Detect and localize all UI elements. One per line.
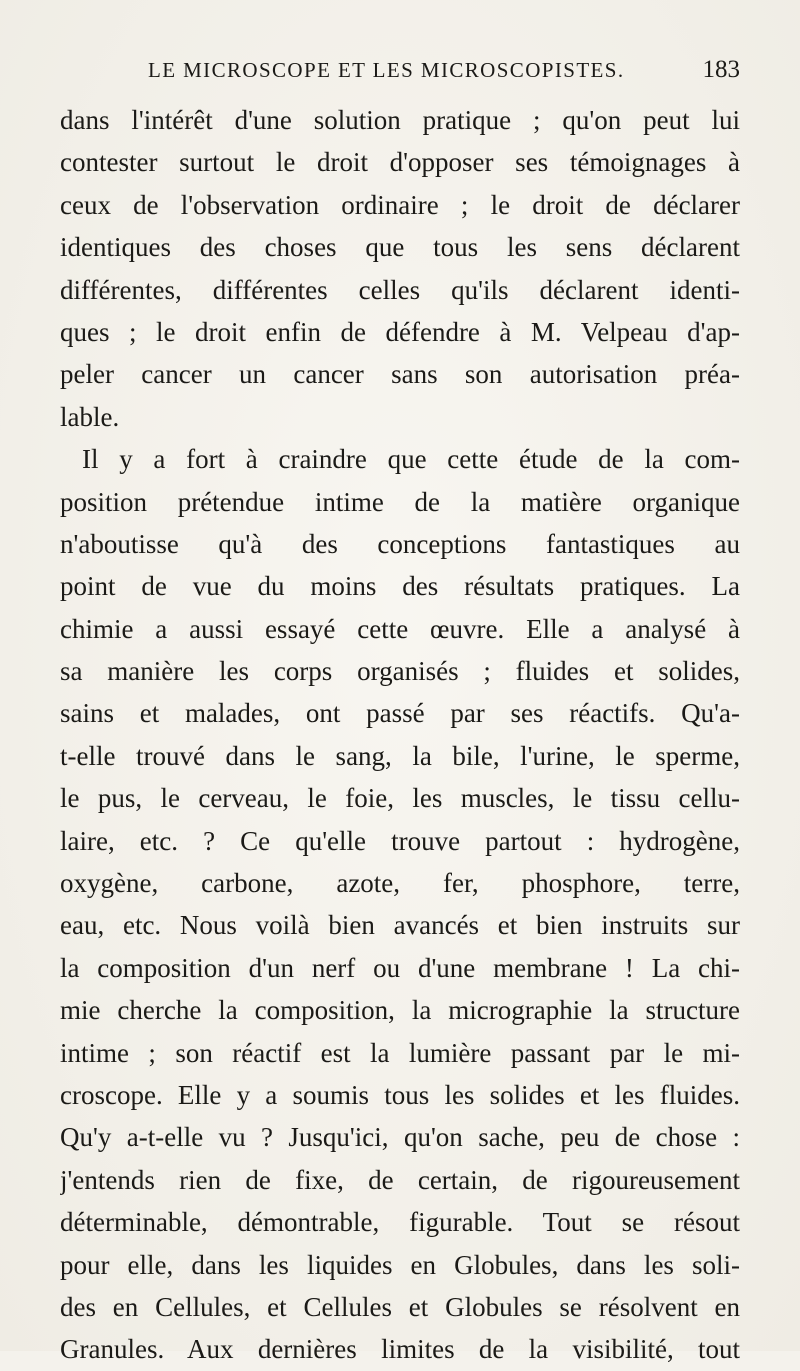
text-line: t-elle trouvé dans le sang, la bile, l'urine, le sperme, — [60, 740, 740, 771]
text-line: contester surtout le droit d'opposer ses témoignages à — [60, 147, 740, 178]
text-line: laire, etc. ? Ce qu'elle trouve partout : hydrogène, — [60, 825, 740, 856]
text-line: mie cherche la composition, la micrographie la structure — [60, 995, 740, 1026]
text-line: Qu'y a-t-elle vu ? Jusqu'ici, qu'on sache, peu de chose : — [60, 1122, 740, 1153]
text-line: intime ; son réactif est la lumière passant par le mi- — [60, 1037, 740, 1068]
text-line: eau, etc. Nous voilà bien avancés et bien instruits sur — [60, 910, 740, 941]
text-line: ceux de l'observation ordinaire ; le droit de déclarer — [60, 189, 740, 220]
text-line: point de vue du moins des résultats pratiques. La — [60, 571, 740, 602]
page-number: 183 — [702, 56, 740, 83]
text-line: le pus, le cerveau, le foie, les muscles, le tissu cellu- — [60, 783, 740, 814]
text-line: la composition d'un nerf ou d'une membrane ! La chi- — [60, 952, 740, 983]
body-text — [60, 99, 740, 1371]
text-line: position prétendue intime de la matière organique — [60, 486, 740, 517]
text-line: dans l'intérêt d'une solution pratique ; qu'on peut lui — [60, 105, 740, 135]
text-line: peler cancer un cancer sans son autorisation préa- — [60, 359, 740, 390]
page-header — [148, 52, 740, 88]
text-line: identiques des choses que tous les sens déclarent — [60, 232, 740, 263]
running-title: LE MICROSCOPE ET LES MICROSCOPISTES. — [148, 58, 625, 82]
text-line: sa manière les corps organisés ; fluides et solides, — [60, 656, 740, 687]
text-line: oxygène, carbone, azote, fer, phosphore, terre, — [60, 868, 740, 899]
text-line: j'entends rien de fixe, de certain, de rigoureusement — [60, 1164, 740, 1195]
text-line: ques ; le droit enfin de défendre à M. Velpeau d'ap- — [60, 316, 740, 347]
text-line: lable. — [60, 401, 120, 432]
text-line: sains et malades, ont passé par ses réactifs. Qu'a- — [60, 698, 740, 729]
text-line: n'aboutisse qu'à des conceptions fantastiques au — [60, 528, 740, 559]
text-line: chimie a aussi essayé cette œuvre. Elle a analysé à — [60, 613, 740, 644]
text-line: des en Cellules, et Cellules et Globules se résolvent en — [60, 1291, 740, 1322]
text-line: différentes, différentes celles qu'ils déclarent identi- — [60, 274, 740, 305]
text-line: croscope. Elle y a soumis tous les solides et les fluides. — [60, 1079, 740, 1110]
text-line: déterminable, démontrable, figurable. Tout se résout — [60, 1207, 740, 1238]
text-line: pour elle, dans les liquides en Globules, dans les soli- — [60, 1249, 740, 1280]
text-line: Il y a fort à craindre que cette étude de la com- — [82, 444, 740, 475]
text-line: Granules. Aux dernières limites de la visibilité, tout — [60, 1334, 740, 1365]
